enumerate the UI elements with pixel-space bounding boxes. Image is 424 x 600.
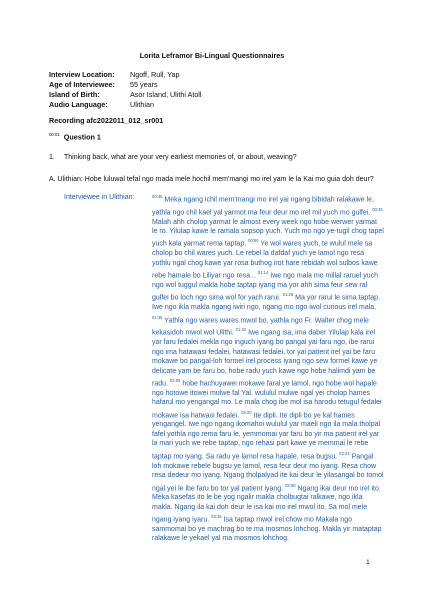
- recording-id: Recording afc2022011_012_sr001: [49, 116, 164, 125]
- question-title: Question 1: [63, 132, 101, 142]
- timestamp: 00:01: [49, 132, 60, 137]
- metadata-key: Audio Language:: [49, 100, 108, 109]
- metadata-value: 55 years: [130, 80, 158, 89]
- timestamp: 01:14: [257, 270, 269, 276]
- timestamp: 02:44: [339, 450, 350, 456]
- question-text: Thinking back, what are your very earliest memories of, or about, weaving?: [64, 154, 297, 161]
- response-segment: Isa taptap mwol irel chow mo Makala ngo sammomai bo ye machrag bo te ma mosmos lohchog. Makla yir mataptap ralakawe le yekael yal ma mosmos lohchog.: [152, 516, 382, 543]
- response-segment: Ma yor rarui le sima taptap. Iwe ngo ikla makla ngang iwiri ngo, ngang mo ngo iwol curious irel mala.: [152, 294, 380, 312]
- metadata-row: [49, 80, 202, 90]
- timestamp: 02:58: [285, 482, 296, 488]
- question-item: [49, 153, 379, 163]
- timestamp: 00:56: [248, 238, 259, 244]
- response-segment: Iwe ngang isa, ima daber Yilulap kala irel yar faru fedalei mekla ngo inguch iyang bo pangal yai faru ngo, ibe rarui ngo ima hatawasi fedalei, hatawasi fedalei, tor yai patient irel yai be faru mokawe bo pangal-loh formel irel process iyang ngo sew formel kawe ye delicate yam be faru bo, hobe radu yuch kawe ngo hobe halimdi yam be radu.: [152, 329, 378, 388]
- timestamp: 00:35: [152, 194, 163, 199]
- ulithian-prompt: A. Ulithian: Hobe luluwal tefal ngo mada mele hochil mem'mangi mo irel yam le la Kai mo guia doh deur?: [49, 176, 374, 183]
- question-heading: [49, 132, 101, 141]
- metadata-value: Ngoff, Rull, Yap: [130, 70, 180, 79]
- metadata-key: Age of Interviewee:: [49, 80, 115, 89]
- response-segment: hobe hachuyawei mokawe faral ye lamol, ngo hobe wol hapale ngo hotowe itowei mulwe fal Yal. wululul mulwe ngal yei cholop hames hafarul mo yengangal mo. Le mala chog ibe mol isa harodu tetugul fedalei mokawe isa hatwasi fedalei.: [152, 380, 382, 420]
- timestamp: 00:45: [372, 206, 383, 212]
- response-segment: Ye wol wares yuch, te wulul mele sa cholop bo chil wares yuch. Le rebel la dafdaf yuch ye lamol ngo resa yothlu ngal chog kawe yar rosa buthog irot hare rebidah wol sulbos kawe rebe hamale bo Liliyar ngo resa...: [152, 240, 378, 280]
- response-segment: Yathla ngo wares wares mwol bo, yathla ngo Fr. Walter chog mele kekasidoh mwol wol Ulithi.: [152, 316, 369, 337]
- response-segment: Ite dipli. Ite dipli bo ye kal hames yengangel. Iwe ngo ngang ikomahoi wululul yar maeli ngo ila mala tholpal fafel yothla ngo rema faru le, yemmomai yar faru bo yir ma patient irel yar la mari yuch we rebe taptap, ngo rehasi part kawe ye memmai le rebe taptap mo iyang. Sa radu ye lamol resa hapale, resa bugsu.: [152, 412, 381, 461]
- response-segment: Pangal loh mokawe rebele bugsu ye lamol, resa feur deur mo iyang. Resa chow resa dedeur mo iyang. Ngang tholpalyad ite kai deur le yilasangal bo tomol ngal yei le ibe faru bo tor yal patient iyang.: [152, 453, 384, 492]
- interview-metadata: [49, 70, 202, 110]
- timestamp: 01:35: [152, 314, 163, 320]
- metadata-value: Ulithian: [130, 100, 154, 109]
- timestamp: 02:20: [241, 409, 252, 415]
- metadata-key: Island of Birth:: [49, 90, 100, 99]
- metadata-row: [49, 100, 202, 110]
- document-title: Lorita Leframor Bi-Lingual Questionnaires: [139, 51, 285, 60]
- question-number: 1.: [49, 154, 55, 161]
- response-transcript: [152, 192, 384, 544]
- timestamp: 03:15: [211, 514, 222, 520]
- response-segment: Iwe ngo mala mo millal raruel yuch ngo wol tuggul makla hobe taptap iyang ma yor ahh sima feur sew ral gulfei bo loch ngo sima wol for yach rarui.: [152, 272, 379, 302]
- speaker-label: Interviewee in Ulithian:: [64, 194, 135, 201]
- metadata-row: [49, 90, 202, 100]
- response-segment: Ngang ikai deur mo irel ito. Meka kasefas ito le be yog ngalir makla cholbugtai ralkawe, ngo ikla makla. Ngang ila kai doh deur le isa kai mo irel mwol ito. Sa mol mele ngang iyang iyaru.: [152, 484, 381, 524]
- timestamp: 02:05: [169, 378, 181, 383]
- metadata-key: Interview Location:: [49, 70, 115, 79]
- page-number: 1: [366, 559, 370, 566]
- timestamp: 01:42: [235, 327, 247, 333]
- metadata-row: [49, 70, 202, 80]
- response-segment: Malah ahh cholop yarmat le almost every week ngo hobe werwer yarmat le ro. Yilulap kawe le ramala sopsop yuch. Yuch mo ngo ye-tugil chog tapel yuch kala yarmat rema taptap.: [152, 218, 384, 248]
- timestamp: 01:26: [282, 292, 294, 298]
- response-segment: Meka ngang ichil mem'mangi mo irel yai ngang bibidah ralakawe le, yathla ngo chil kael yal yarmot ma feur deur mo irel mil yuch mo gulfei.: [152, 196, 374, 217]
- metadata-value: Asor Island, Ulithi Atoll: [130, 90, 202, 99]
